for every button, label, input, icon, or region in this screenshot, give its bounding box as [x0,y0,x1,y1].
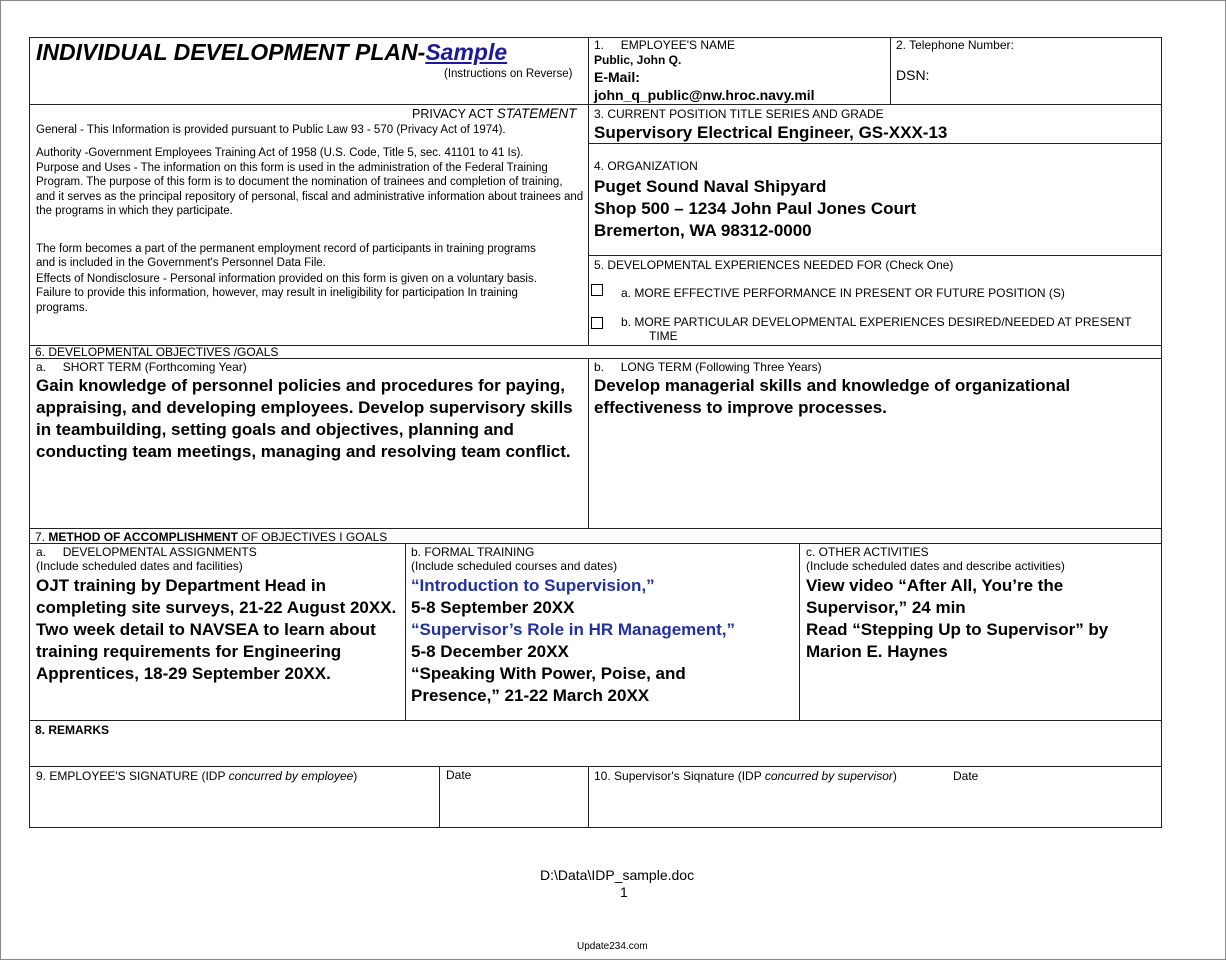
footer-path: D:\Data\IDP_sample.doc [540,867,695,883]
option-b-label: b. MORE PARTICULAR DEVELOPMENTAL EXPERIENCES DESIRED/NEEDED AT PRESENT [621,315,1132,329]
employee-name-value: Public, John Q. [594,53,682,67]
email-value: john_q_public@nw.hroc.navy.mil [594,87,815,103]
telephone-label: 2. Telephone Number: [896,38,1014,52]
other-line-3: Read “Stepping Up to Supervisor” by [806,620,1109,639]
title-main: INDIVIDUAL DEVELOPMENT PLAN- [36,39,426,65]
privacy-record: The form becomes a part of the permanent employment record of participants in training programs and is included in the Government's Personnel Data File. [36,243,536,270]
long-term-text: Develop managerial skills and knowledge of organizational effectiveness to improve processes. [594,376,1071,417]
form-title [36,39,507,66]
privacy-authority: Authority -Government Employees Training Act of 1958 (U.S. Code, Title 5, sec. 41101 to 41 Is). [36,147,524,159]
formal-training-label: b. FORMAL TRAINING [411,545,535,559]
email-label: E-Mail: [594,69,640,85]
formal-date-2: 5-8 December 20XX [411,642,569,661]
remarks-label: 8. REMARKS [35,723,110,737]
method-label: 7. METHOD OF ACCOMPLISHMENT OF OBJECTIVES I GOALS [35,530,388,544]
employee-date-label: Date [446,768,472,782]
formal-course-3-cont: Presence,” 21-22 March 20XX [411,686,650,705]
dsn-label: DSN: [896,67,930,83]
other-line-1: View video “After All, You’re the [806,576,1064,595]
formal-date-1: 5-8 September 20XX [411,598,575,617]
privacy-heading: PRIVACY ACT STATEMENT [412,106,577,121]
assignments-sub: (Include scheduled dates and facilities) [36,559,243,573]
option-a-label: a. MORE EFFECTIVE PERFORMANCE IN PRESENT OR FUTURE POSITION (S) [621,286,1065,300]
assignments-text: OJT training by Department Head in completing site surveys, 21-22 August 20XX. Two week detail to NAVSEA to learn about training requirements for Engineering Apprentices, 18-29 September 20XX. [36,576,397,683]
organization-line1: Puget Sound Naval Shipyard [594,177,827,196]
formal-course-1: “Introduction to Supervision,” [411,576,655,595]
employee-signature-label: 9. EMPLOYEE'S SIGNATURE (IDP concurred by employee) [36,769,358,783]
privacy-effects: Effects of Nondisclosure - Personal information provided on this form is given on a voluntary basis. Failure to provide this information, however, may result in ineligibility for participation In training programs. [36,273,537,314]
organization-line2: Shop 500 – 1234 John Paul Jones Court [594,199,917,218]
option-b-label-cont: TIME [649,329,678,343]
privacy-purpose: Purpose and Uses - The information on this form is used in the administration of the Federal Training Program. The purpose of this form is to document the nomination of trainees and completion of training, and it serves as the principal repository of personal, fiscal and administrative information about trainees and the programs in which they participate. [36,162,584,217]
sample-link[interactable]: Sample [425,39,508,65]
instructions-note: (Instructions on Reverse) [444,68,573,80]
organization-label: 4. ORGANIZATION [594,159,698,173]
checkbox-option-b[interactable] [591,317,603,329]
other-activities-label: c. OTHER ACTIVITIES [806,545,929,559]
other-activities-sub: (Include scheduled dates and describe activities) [806,559,1065,573]
organization-line3: Bremerton, WA 98312-0000 [594,221,812,240]
position-label: 3. CURRENT POSITION TITLE SERIES AND GRADE [594,107,884,121]
formal-course-2: “Supervisor’s Role in HR Management,” [411,620,736,639]
assignments-label: a. DEVELOPMENTAL ASSIGNMENTS [36,545,257,559]
other-line-2: Supervisor,” 24 min [806,598,966,617]
supervisor-signature-label: 10. Supervisor's Siqnature (IDP concurred by supervisor) [594,769,897,783]
privacy-general: General - This Information is provided pursuant to Public Law 93 - 570 (Privacy Act of 1974). [36,124,506,136]
position-value: Supervisory Electrical Engineer, GS-XXX-13 [594,123,948,142]
long-term-label: b. LONG TERM (Following Three Years) [594,360,822,374]
short-term-text: Gain knowledge of personnel policies and procedures for paying, appraising, and developing employees. Develop supervisory skills in teambuilding, setting goals and objectives, planning and conducting team meetings, managing and resolving team conflict. [36,376,573,461]
footer-site: Update234.com [577,941,648,952]
checkbox-option-a[interactable] [591,284,603,296]
supervisor-date-label: Date [953,769,979,783]
other-line-4: Marion E. Haynes [806,642,948,661]
objectives-label: 6. DEVELOPMENTAL OBJECTIVES /GOALS [35,345,279,359]
experiences-label: 5. DEVELOPMENTAL EXPERIENCES NEEDED FOR (Check One) [594,258,954,272]
formal-training-sub: (Include scheduled courses and dates) [411,559,618,573]
employee-name-label: 1. EMPLOYEE'S NAME [594,38,736,52]
footer-page: 1 [620,884,628,900]
short-term-label: a. SHORT TERM (Forthcoming Year) [36,360,247,374]
formal-course-3: “Speaking With Power, Poise, and [411,664,686,683]
